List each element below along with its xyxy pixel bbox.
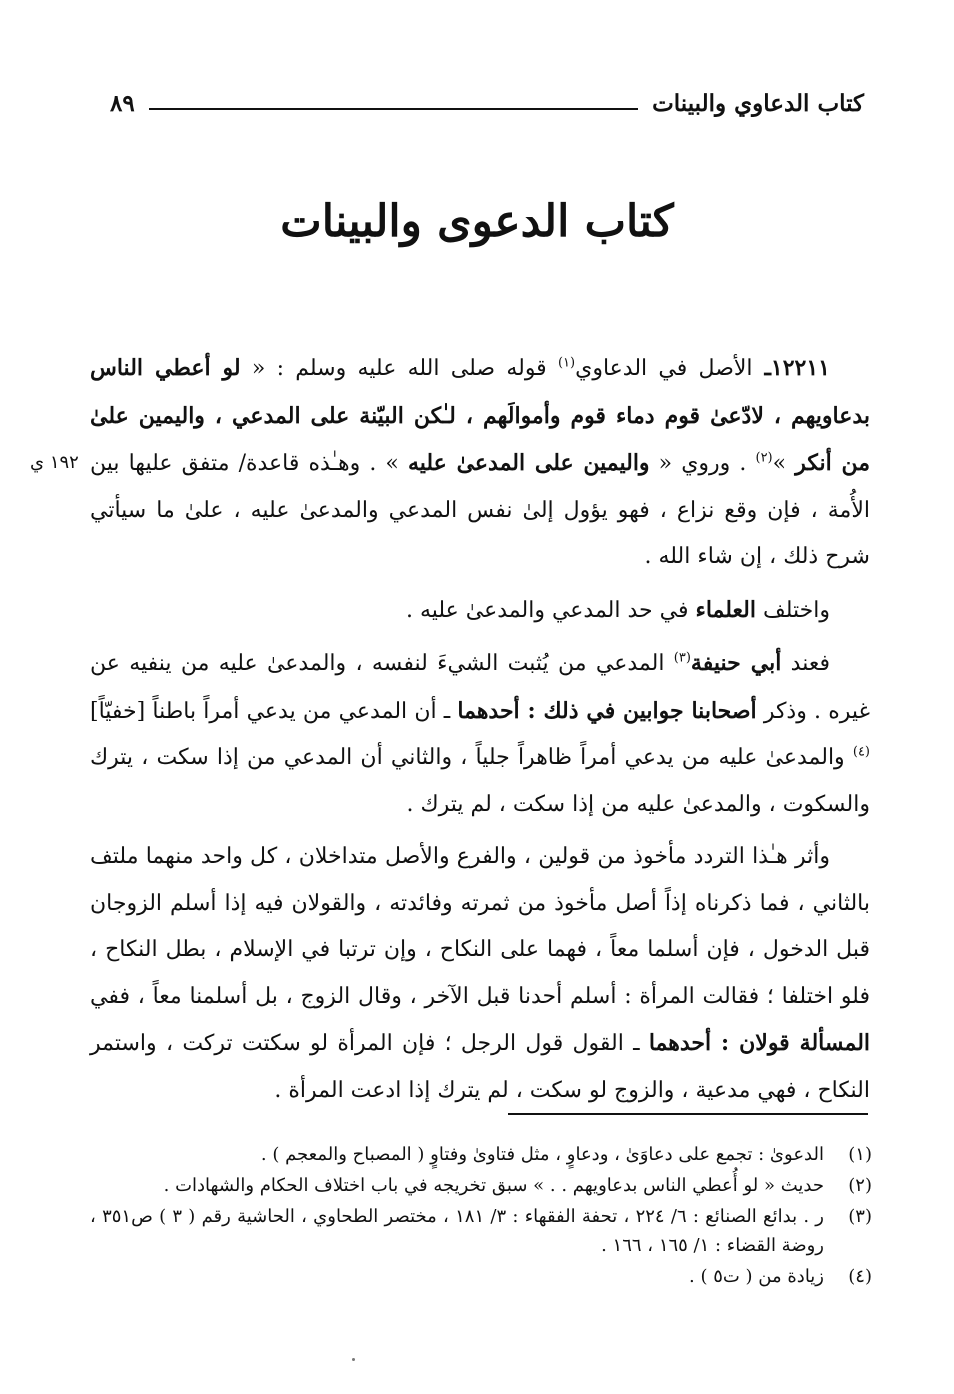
footnote-text: حديث « لو أُعطي الناس بدعاويهم . . » سبق تخريجه في باب اختلاف الحكام والشهادات .: [163, 1175, 824, 1196]
bold-text: واليمين على المدعىٰ عليه: [407, 450, 650, 476]
text-segment: قوله صلى الله عليه وسلم : «: [240, 356, 558, 381]
bold-text: لو أعطي الناس بدعاويهم ، لادّعىٰ قوم دماء قوم وأموالَهم ، لـٰكن البيّنة على المدعي ، واليمين علىٰ من أنكر: [90, 355, 870, 476]
text-segment: ـ أن المدعي من يدعي أمراً باطناً [خفيّاً]: [90, 698, 458, 724]
footnote-number: (٢): [848, 1175, 872, 1196]
footnote-marker: (٣): [673, 650, 691, 666]
footnote-marker: (٢): [755, 450, 773, 466]
text-segment: »: [772, 451, 796, 476]
bold-text: أبي حنيفة: [690, 650, 782, 676]
footnotes: [90, 1140, 872, 1293]
text-segment: في حد المدعي والمدعىٰ عليه .: [405, 597, 696, 623]
footnote: [90, 1140, 872, 1169]
bold-text: أصحابنا جوابين في ذلك : أحدهما: [457, 697, 757, 724]
bold-text: العلماء: [695, 596, 756, 623]
page-number: ٨٩: [110, 89, 135, 117]
paragraph: [90, 345, 870, 581]
footnote-text: زيادة من ( ت٥ ) .: [689, 1266, 824, 1287]
text-segment: المدعي من يُثبت الشيءَ لنفسه ، والمدعىٰ عليه من ينفيه عن غيره . وذكر: [90, 651, 870, 724]
footnote-number: (١): [848, 1144, 872, 1165]
text-segment: واختلف: [755, 597, 830, 623]
footnote-text: الدعوىٰ : تجمع على دعاوَىٰ ، ودعاوٍ ، مثل فتاوىٰ وفتاوٍ ( المصباح والمعجم ) .: [260, 1144, 824, 1165]
text-segment: فعند: [781, 651, 830, 676]
footnote: [90, 1202, 872, 1260]
running-head-title: كتاب الدعاوي والبينات: [652, 89, 864, 117]
footnote: [90, 1171, 872, 1200]
footnote-text: ر . بدائع الصنائع : ٦/ ٢٢٤ ، تحفة الفقهاء : ٣/ ١٨١ ، مختصر الطحاوي ، الحاشية رقم ( ٣ ) ص٣٥١ ، روضة القضاء : ١/ ١٦٥ ، ١٦٦ .: [90, 1206, 824, 1256]
footnote-marker: (٤): [852, 744, 870, 760]
scan-speck: [352, 1358, 355, 1361]
running-head: [110, 86, 864, 120]
chapter-title: كتاب الدعوى والبينات: [280, 196, 674, 247]
text-segment: والمدعىٰ عليه من يدعي أمراً ظاهراً جلياً ، والثاني أن المدعي من إذا سكت ، يترك والسكوت ، والمدعىٰ عليه من إذا سكت ، لم يترك .: [90, 745, 870, 817]
running-head-rule: [149, 108, 638, 110]
paragraph: [90, 640, 870, 828]
footnote-marker: (١): [557, 355, 576, 371]
margin-page-reference: ١٩٢ ي: [30, 452, 79, 473]
text-segment: وأثر هـٰذا التردد مأخوذ من قولين ، والفرع والأصل متداخلان ، كل واحد منهما ملتف بالثاني ، فما ذكرناه إذاً أصل مأخوذ من ثمرته وفائدته ، والقولان فيه إذا أسلم الزوجان قبل الدخول ، فإن أسلما معاً ، فهما على النكاح ، وإن ترتبا في الإسلام ، بطل النكاح ، فلو اختلفا ؛ فقالت المرأة : أسلم أحدنا قبل الآخر ، وقال الزوج ، بل أسلمنا معاً ، ففي: [90, 844, 870, 1009]
text-segment: ـ القول قول الرجل ؛ فإن المرأة لو سكتت تركت ، واستمر النكاح ، فهي مدعية ، والزوج لو سكت ، لم يترك إذا ادعت المرأة .: [90, 1031, 870, 1103]
paragraph: [90, 834, 870, 1114]
paragraph: [90, 587, 870, 635]
footnote-number: (٣): [848, 1206, 872, 1227]
footnote-number: (٤): [848, 1266, 872, 1287]
bold-text: ١٢٢١١ـ: [752, 355, 830, 381]
main-text: [90, 345, 870, 1120]
text-segment: » . وهـٰذه قاعدة/ متفق عليها بين الأُمة ، فإن وقع نزاع ، فهو يؤول إلىٰ نفس المدعي والمدعىٰ عليه ، علىٰ ما سيأتي شرح ذلك ، إن شاء الله .: [90, 451, 870, 569]
footnote-separator: [508, 1113, 868, 1115]
text-segment: الأصل في الدعاوي: [575, 356, 753, 381]
footnote: [90, 1262, 872, 1291]
text-segment: . وروي «: [649, 451, 756, 476]
bold-text: المسألة قولان : أحدهما: [648, 1030, 871, 1056]
